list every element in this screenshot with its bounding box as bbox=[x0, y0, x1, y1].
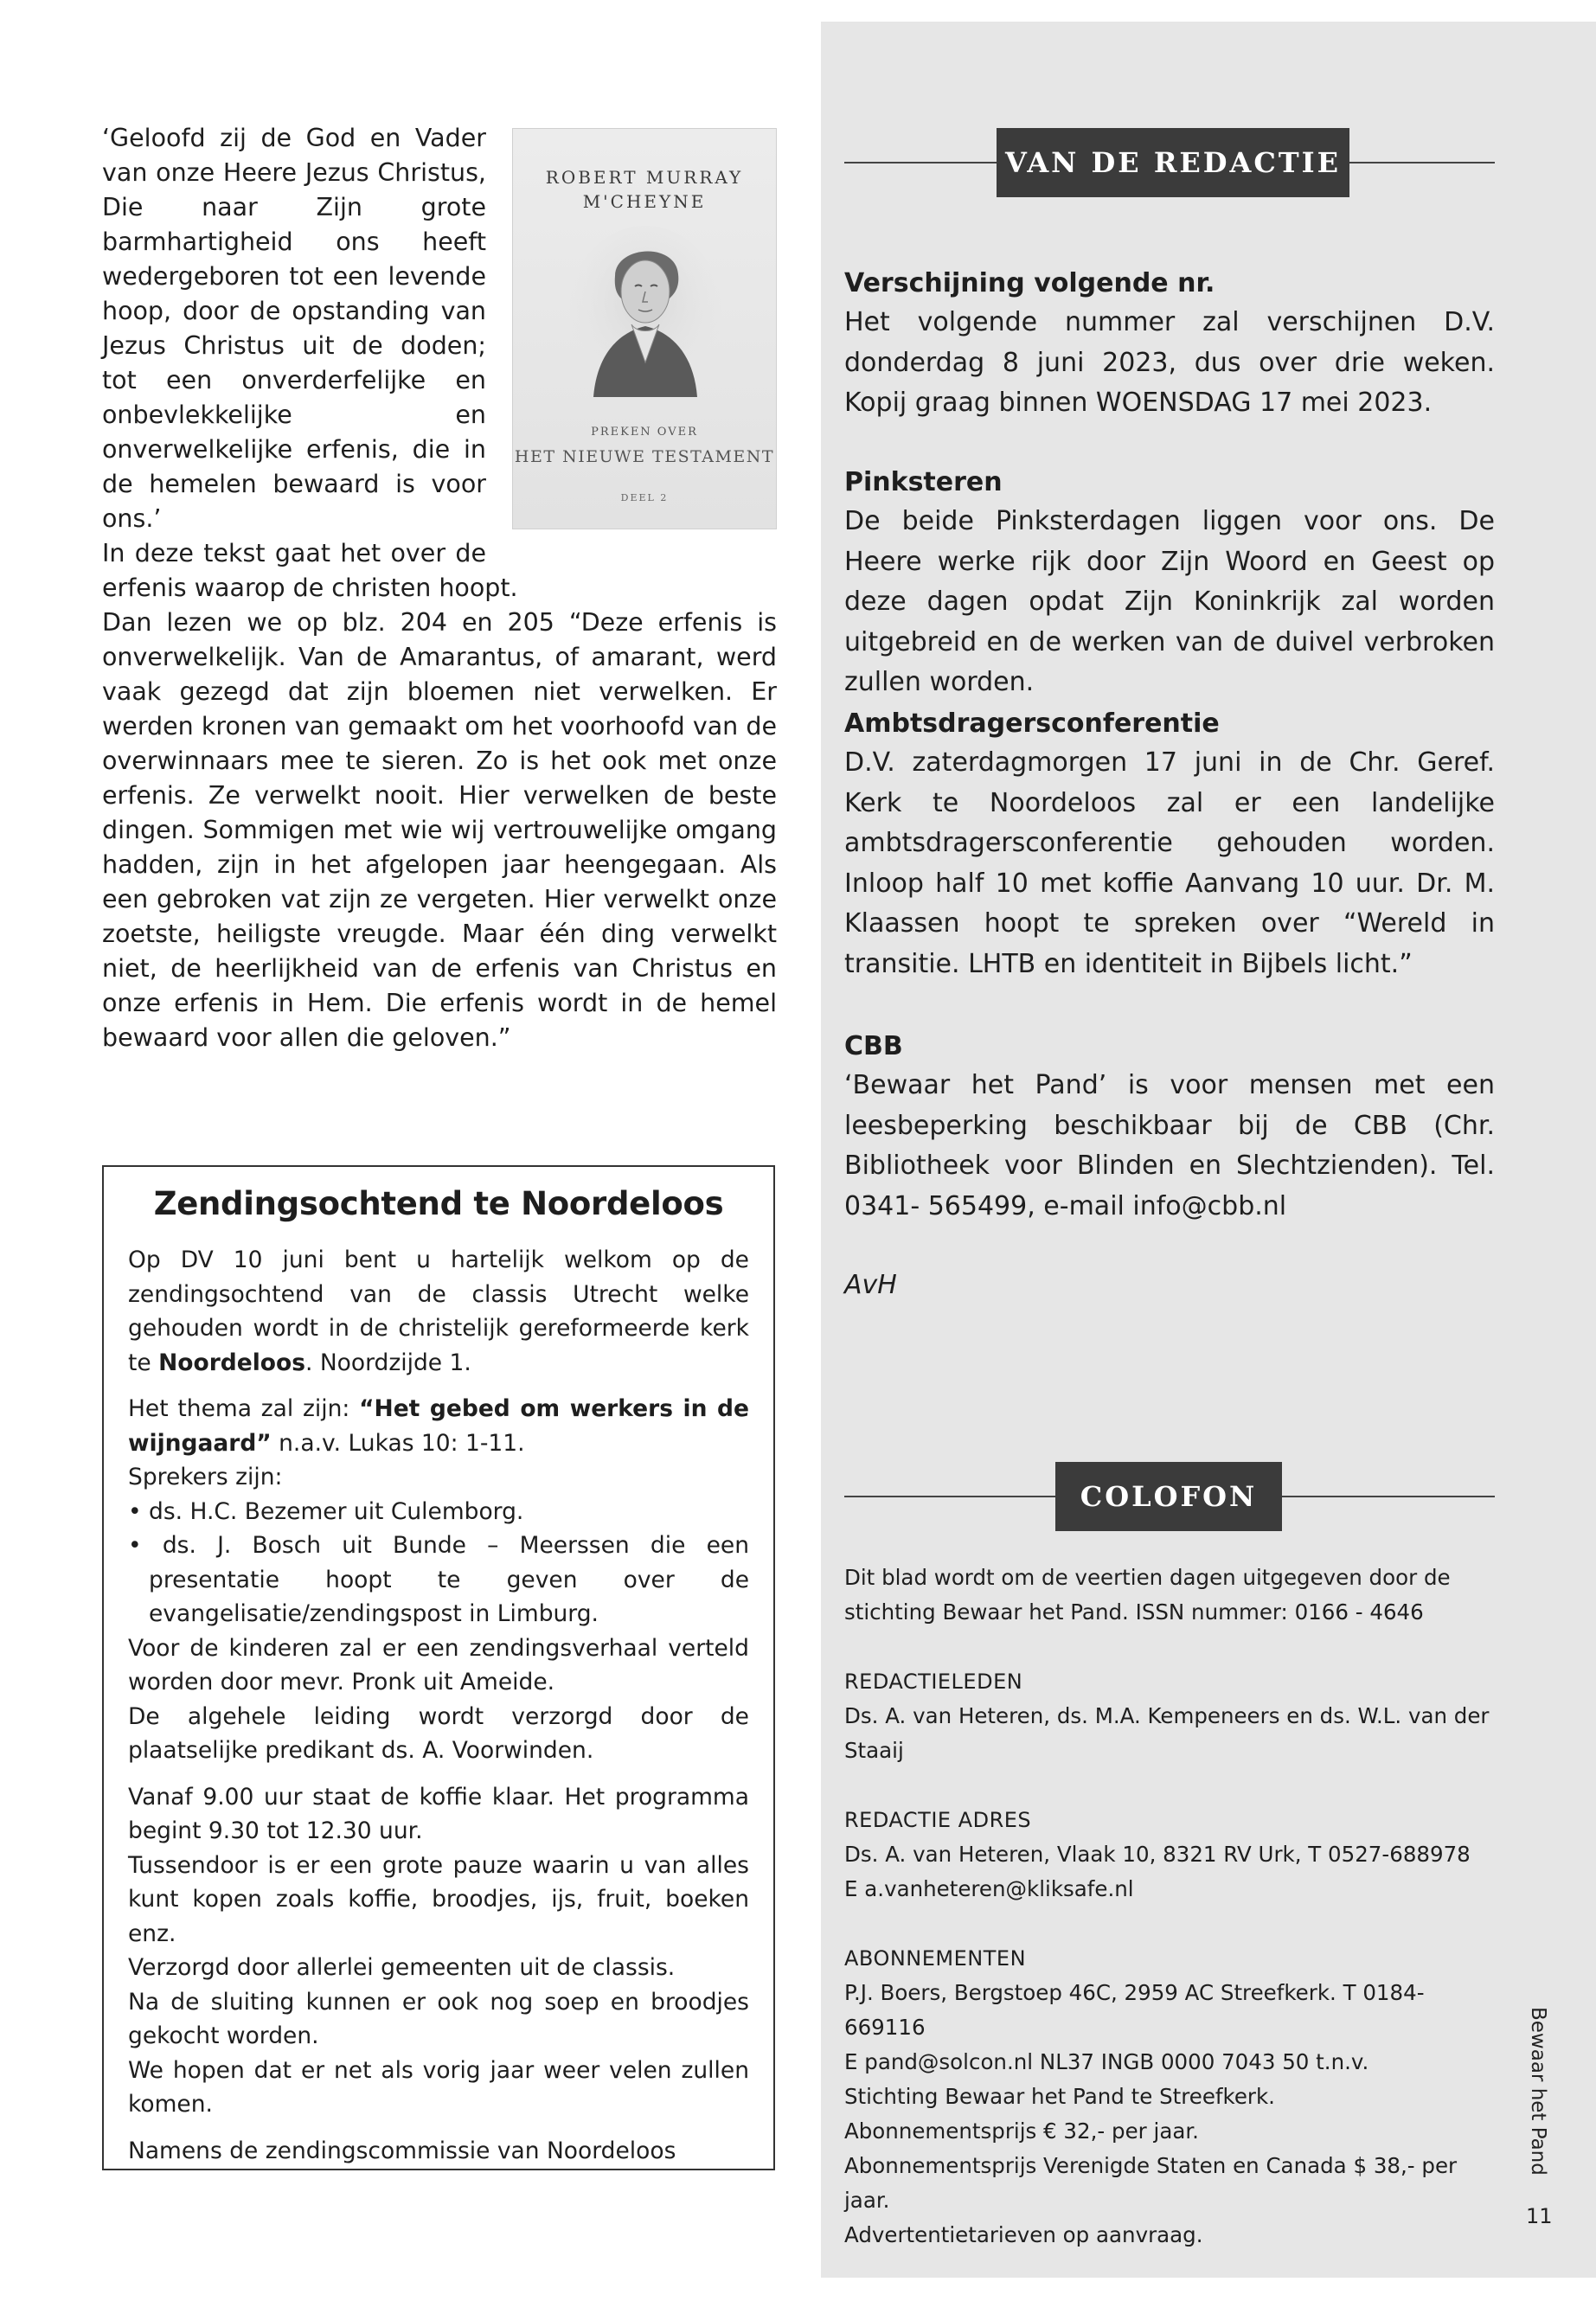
colofon-redactieleden: REDACTIELEDEN Ds. A. van Heteren, ds. M.A. Kempeneers en ds. W.L. van der Staaij bbox=[844, 1664, 1495, 1768]
colofon-label: REDACTIE ADRES bbox=[844, 1808, 1032, 1832]
catered-note: Verzorgd door allerlei gemeenten uit de classis. bbox=[128, 1954, 676, 1981]
colofon-label: ABONNEMENTEN bbox=[844, 1946, 1027, 1971]
redactie-item-heading: Verschijning volgende nr. bbox=[844, 268, 1215, 298]
speakers-label: Sprekers zijn: bbox=[128, 1464, 283, 1490]
redactie-item bbox=[844, 265, 1495, 424]
book-excerpt: Dan lezen we op blz. 204 en 205 “Deze erfenis is onverwelkelijk. Van de Amarantus, of amarant, werd vaak gezegd dat zijn bloemen niet verwelken. Er werden kronen van gemaakt om het voorhoofd van de overwinnaars mee te sieren. Zo is het ook met onze erfenis. Ze verwelkt nooit. Hier verwelken de beste dingen. Sommigen met wie wij vertrouwelijke omgang hadden, zijn in het afgelopen jaar heengegaan. Als een gebroken vat zijn ze vergeten. Hier verwelkt onze zoetste, heiligste vreugde. Maar één ding verwelkt niet, de heerlijkheid van de erfenis van Christus en onze erfenis in Hem. Die erfenis wordt in de hemel bewaard voor allen die geloven.” bbox=[102, 608, 777, 1052]
redactie-header-label: VAN DE REDACTIE bbox=[997, 128, 1349, 197]
intro-paragraph: In deze tekst gaat het over de erfenis waarop de christen hoopt. bbox=[102, 539, 518, 602]
redactie-item-heading: CBB bbox=[844, 1031, 903, 1061]
speaker-item: • ds. J. Bosch uit Bunde – Meerssen die een presentatie hoopt te geven over de evangelisatie/zendingspost in Limburg. bbox=[128, 1532, 749, 1627]
book-title: HET NIEUWE TESTAMENT bbox=[514, 447, 775, 466]
book-volume: DEEL 2 bbox=[620, 492, 669, 503]
leading-note: De algehele leiding wordt verzorgd door de plaatselijke predikant ds. A. Voorwinden. bbox=[128, 1702, 749, 1764]
redactie-item-heading: Pinksteren bbox=[844, 467, 1003, 497]
book-cover-image bbox=[512, 128, 777, 529]
redactie-item-text: ‘Bewaar het Pand’ is voor mensen met een leesbeperking beschikbaar bij de CBB (Chr. Bibliotheek voor Blinden en Slechtzienden). Tel. 0341- 565499, e-mail info@cbb.nl bbox=[844, 1070, 1495, 1221]
colofon-header-label: COLOFON bbox=[1055, 1462, 1282, 1531]
left-column bbox=[102, 121, 777, 1055]
zending-title: Zendingsochtend te Noordeloos bbox=[153, 1185, 724, 1222]
redactie-item bbox=[844, 705, 1495, 984]
book-author: ROBERT MURRAY M'CHEYNE bbox=[545, 167, 744, 212]
page-number: 11 bbox=[1526, 2204, 1553, 2228]
colofon-label: REDACTIELEDEN bbox=[844, 1670, 1023, 1694]
redactie-item-text: De beide Pinksterdagen liggen voor ons. De Heere werke rijk door Zijn Woord en Geest op deze dagen opdat Zijn Koninkrijk zal worden uitgebreid en de werken van de duivel verbroken zullen worden. bbox=[844, 506, 1495, 697]
redactie-item-text: D.V. zaterdagmorgen 17 juni in de Chr. Geref. Kerk te Noordeloos zal er een landelijke ambtsdragersconferentie gehouden worden. Inloop half 10 met koffie Aanvang 10 uur. Dr. M. Klaassen hoopt te spreken over “Wereld in transitie. LHTB en identiteit in Bijbels licht.” bbox=[844, 747, 1495, 979]
portrait-illustration bbox=[567, 224, 723, 397]
hope-note: We hopen dat er net als vorig jaar weer velen zullen komen. bbox=[128, 2056, 749, 2118]
redactie-header bbox=[844, 128, 1495, 197]
colofon-abonnementen: ABONNEMENTEN P.J. Boers, Bergstoep 46C, 2959 AC Streefkerk. T 0184-669116 E pand@solcon.nl NL37 INGB 0000 7043 50 t.n.v. Stichting Bewaar het Pand te Streefkerk. Abonnementsprijs € 32,- per jaar. Abonnementsprijs Verenigde Staten en Canada $ 38,- per jaar. Advertentietarieven op aanvraag. bbox=[844, 1941, 1495, 2253]
zending-practical bbox=[128, 1780, 749, 2122]
zending-theme: Het thema zal zijn: “Het gebed om werkers in de wijngaard” n.a.v. Lukas 10: 1-11. bbox=[128, 1395, 749, 1457]
children-note: Voor de kinderen zal er een zendingsverhaal verteld worden door mevr. Pronk uit Ameide. bbox=[128, 1634, 749, 1695]
speaker-item: • ds. H.C. Bezemer uit Culemborg. bbox=[128, 1497, 524, 1525]
zending-signoff: Namens de zendingscommissie van Noordeloos bbox=[128, 2137, 676, 2164]
bible-quote: ‘Geloofd zij de God en Vader van onze Heere Jezus Christus, Die naar Zijn grote barmhartigheid ons heeft wedergeboren tot een levende hoop, door de opstanding van Jezus Christus uit de doden; tot een onverderfelijke en onbevlekkelijke en onverwelkelijke erfenis, die in de hemelen bewaard is voor ons.’ bbox=[102, 124, 486, 533]
redactie-item-heading: Ambtsdragersconferentie bbox=[844, 708, 1220, 739]
redactie-signature: AvH bbox=[844, 1270, 897, 1300]
colofon-intro: Dit blad wordt om de veertien dagen uitgegeven door de stichting Bewaar het Pand. ISSN nummer: 0166 - 4646 bbox=[844, 1565, 1451, 1625]
colofon-adres: REDACTIE ADRES Ds. A. van Heteren, Vlaak 10, 8321 RV Urk, T 0527-688978 E a.vanheteren@kliksafe.nl bbox=[844, 1803, 1495, 1907]
redactie-item bbox=[844, 1028, 1495, 1227]
coffee-note: Vanaf 9.00 uur staat de koffie klaar. Het programma begint 9.30 tot 12.30 uur. bbox=[128, 1783, 749, 1844]
redactie-item bbox=[844, 464, 1495, 703]
zendingsochtend-box bbox=[102, 1165, 775, 2170]
zending-intro: Op DV 10 juni bent u hartelijk welkom op de zendingsochtend van de classis Utrecht welke gehouden wordt in de christelijk gereformeerde kerk te Noordeloos. Noordzijde 1. bbox=[128, 1247, 749, 1376]
closing-note: Na de sluiting kunnen er ook nog soep en broodjes gekocht worden. bbox=[128, 1988, 749, 2049]
pause-note: Tussendoor is er een grote pauze waarin u van alles kunt kopen zoals koffie, broodjes, ijs, fruit, boeken enz. bbox=[128, 1851, 749, 1947]
colofon-header bbox=[844, 1462, 1495, 1531]
zending-program bbox=[128, 1392, 749, 1768]
redactie-item-text: Het volgende nummer zal verschijnen D.V. donderdag 8 juni 2023, dus over drie weken. Kopij graag binnen WOENSDAG 17 mei 2023. bbox=[844, 307, 1495, 418]
book-subtitle: PREKEN OVER bbox=[591, 426, 698, 439]
publication-side-label: Bewaar het Pand bbox=[1527, 2007, 1549, 2176]
